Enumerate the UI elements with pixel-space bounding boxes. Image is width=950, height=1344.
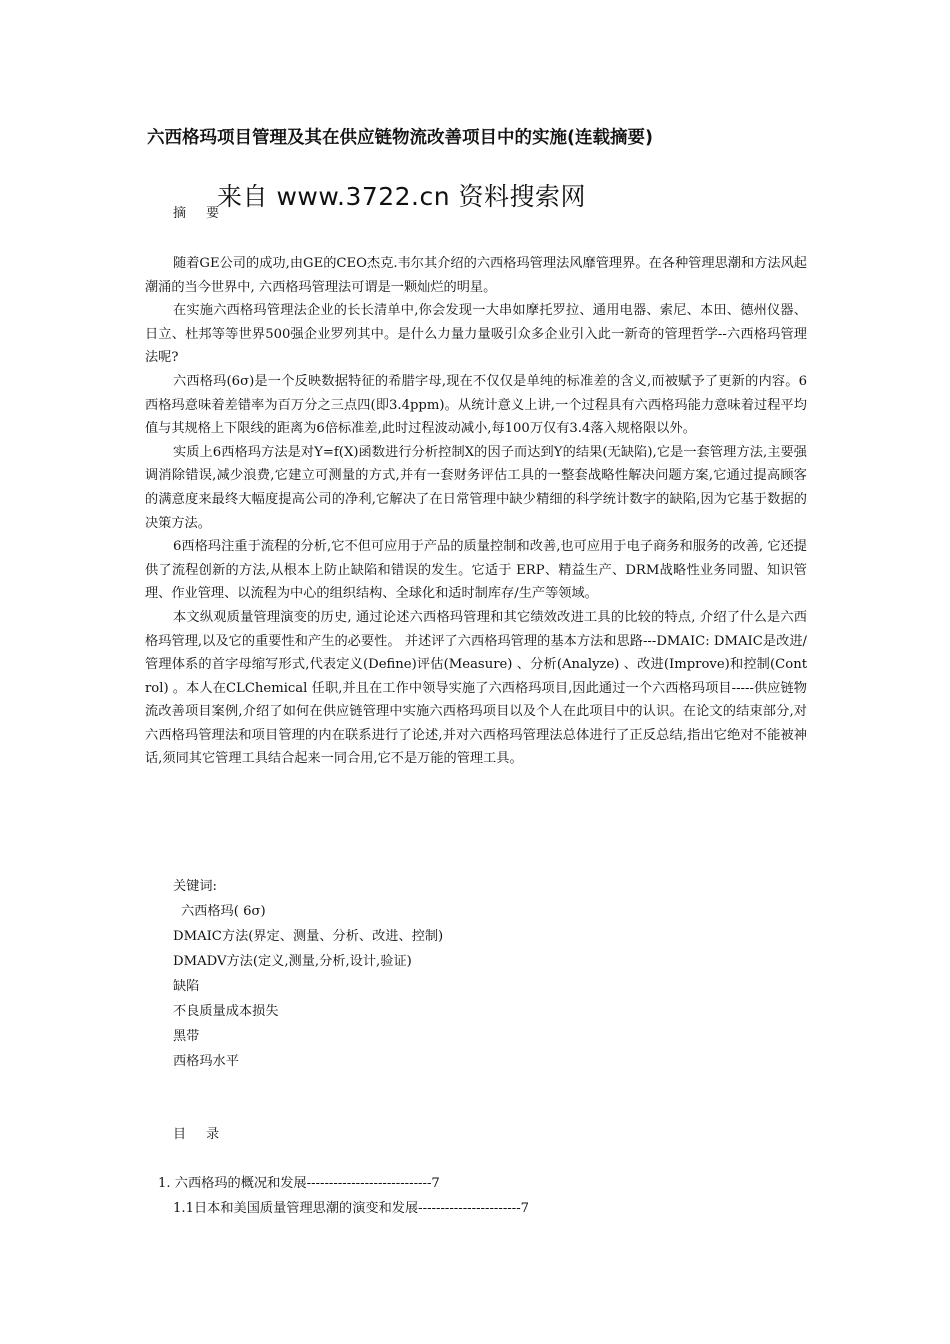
abstract-body	[145, 252, 807, 771]
keywords-section	[173, 874, 443, 1074]
paragraph: 本文纵观质量管理演变的历史, 通过论述六西格玛管理和其它绩效改进工具的比较的特点, 介绍了什么是六西格玛管理,以及它的重要性和产生的必要性。 并述评了六西格玛管理的基本方法和思路---DMAIC: DMAIC是改进/管理体系的首字母缩写形式,代表定义(Define)评估(Measure) 、分析(Analyze) 、改进(Improve)和控制(Control) 。本人在CLChemical 任职,并且在工作中领导实施了六西格玛项目,因此通过一个六西格玛项目-----供应链物流改善项目案例,介绍了如何在供应链管理中实施六西格玛项目以及个人在此项目中的认识。在论文的结束部分,对六西格玛管理法和项目管理的内在联系进行了论述,并对六西格玛管理法总体进行了正反总结,指出它绝对不能被神话,须同其它管理工具结合起来一同合用,它不是万能的管理工具。	[145, 609, 807, 767]
keyword-item: 西格玛水平	[173, 1054, 239, 1069]
table-of-contents	[158, 1171, 529, 1221]
paragraph: 六西格玛(6σ)是一个反映数据特征的希腊字母,现在不仅仅是单纯的标准差的含义,而被赋予了更新的内容。6西格玛意味着差错率为百万分之三点四(即3.4ppm)。从统计意义上讲,一个过程具有六西格玛能力意味着过程平均值与其规格上下限线的距离为6倍标准差,此时过程波动减小,每100万仅有3.4落入规格限以外。	[145, 373, 807, 437]
paragraph: 实质上6西格玛方法是对Y=f(X)函数进行分析控制X的因子而达到Y的结果(无缺陷),它是一套管理方法,主要强调消除错误,减少浪费,它建立可测量的方式,并有一套财务评估工具的一整套战略性解决问题方案,它通过提高顾客的满意度来最终大幅度提高公司的净利,它解决了在日常管理中缺少精细的科学统计数字的缺陷,因为它基于数据的决策方法。	[145, 444, 807, 531]
keywords-label: 关键词:	[173, 879, 218, 894]
document-title: 六西格玛项目管理及其在供应链物流改善项目中的实施(连载摘要)	[147, 128, 653, 148]
keyword-item: DMAIC方法(界定、测量、分析、改进、控制)	[173, 929, 444, 944]
keyword-item: DMADV方法(定义,测量,分析,设计,验证)	[173, 954, 412, 969]
keyword-item: 六西格玛( 6σ)	[181, 904, 266, 919]
keyword-item: 不良质量成本损失	[173, 1004, 279, 1019]
paragraph: 6西格玛注重于流程的分析,它不但可应用于产品的质量控制和改善,也可应用于电子商务和服务的改善, 它还提供了流程创新的方法,从根本上防止缺陷和错误的发生。它适于 ERP、精益生产、DRM战略性业务同盟、知识管理、作业管理、以流程为中心的组织结构、全球化和适时制库存/生产等领域。	[145, 539, 807, 602]
source-watermark: 来自 www.3722.cn 资料搜索网	[217, 182, 587, 211]
paragraph: 随着GE公司的成功,由GE的CEO杰克.韦尔其介绍的六西格玛管理法风靡管理界。在各种管理思潮和方法风起潮涌的当今世界中, 六西格玛管理法可谓是一颗灿烂的明星。	[145, 256, 807, 295]
keyword-item: 黑带	[173, 1029, 200, 1044]
toc-heading: 目 录	[173, 1127, 228, 1142]
abstract-label: 摘 要	[173, 206, 228, 221]
toc-item: 1. 六西格玛的概况和发展----------------------------7	[158, 1176, 440, 1191]
paragraph: 在实施六西格玛管理法企业的长长清单中,你会发现一大串如摩托罗拉、通用电器、索尼、本田、德州仪器、日立、杜邦等等世界500强企业罗列其中。是什么力量力量吸引众多企业引入此一新奇的管理哲学--六西格玛管理法呢?	[145, 303, 807, 366]
keyword-item: 缺陷	[173, 979, 200, 994]
toc-item: 1.1日本和美国质量管理思潮的演变和发展-----------------------7	[173, 1201, 530, 1216]
